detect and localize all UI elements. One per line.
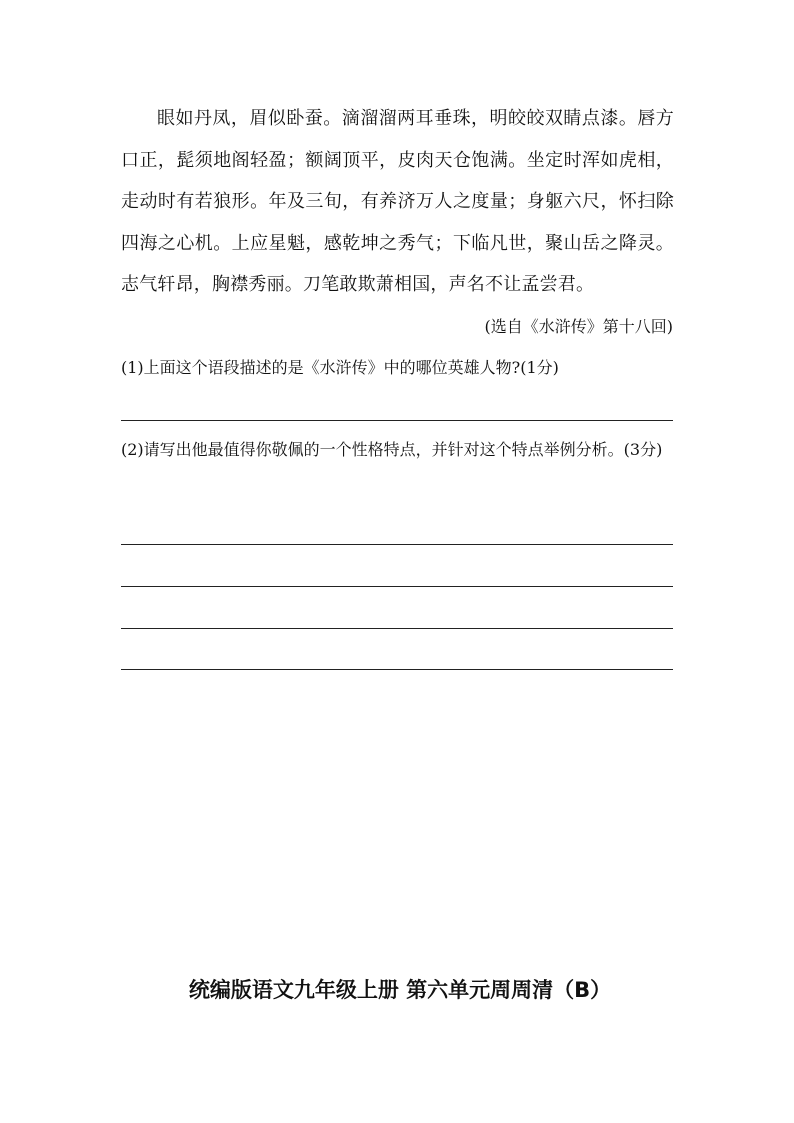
passage-text: 眼如丹凤，眉似卧蚕。滴溜溜两耳垂珠，明皎皎双睛点漆。唇方口正，髭须地阁轻盈；额阔顶平，皮肉天仓饱满。坐定时浑如虎相，走动时有若狼形。年及三旬，有养济万人之度量；身躯六尺，怀扫除四海之心机。上应星魁，感乾坤之秀气；下临凡世，聚山岳之降灵。志气轩昂，胸襟秀丽。刀笔敢欺萧相国，声名不让孟尝君。 [121,108,674,295]
answer-line-q2-3[interactable] [121,628,673,629]
question-1: (1)上面这个语段描述的是《水浒传》中的哪位英雄人物?(1分) [121,358,559,377]
answer-line-q2-1[interactable] [121,544,673,545]
footer-title: 统编版语文九年级上册 第六单元周周清（B） [188,978,612,1002]
answer-line-q2-4[interactable] [121,669,673,670]
question-2: (2)请写出他最值得你敬佩的一个性格特点，并针对这个特点举例分析。(3分) [121,440,663,459]
answer-line-q2-2[interactable] [121,586,673,587]
answer-line-q1[interactable] [121,420,673,421]
passage-source: (选自《水浒传》第十八回) [484,317,673,336]
